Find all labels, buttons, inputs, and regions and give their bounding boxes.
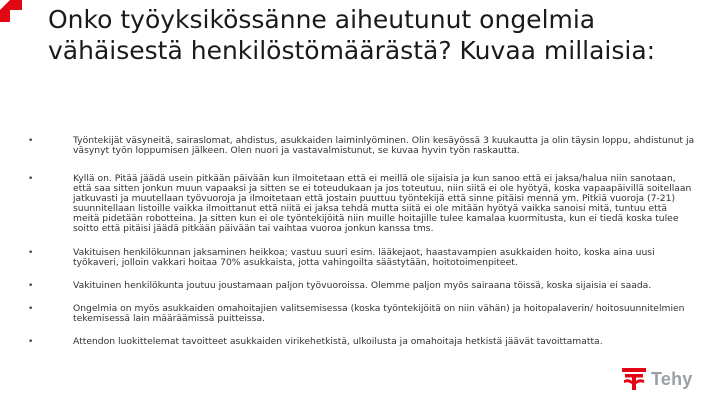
bullet-text: Vakituinen henkilökunta joutuu joustamaan paljon työvuoroissa. Olemme paljon myös sairaana töissä, koska sijaisia ei saada. bbox=[73, 280, 652, 291]
bullet-text: Ongelmia on myös asukkaiden omahoitajien valitsemisessa (koska työntekijöitä on niin vähän) ja hoitopalaverin/ hoitosuunnitelmien tekemisessä lain määräämissä puitteissa. bbox=[73, 303, 685, 324]
list-item bbox=[28, 337, 696, 347]
list-item bbox=[28, 174, 696, 234]
tehy-logo-icon bbox=[621, 366, 647, 392]
bullet-text: Kyllä on. Pitää jäädä usein pitkään päivään kun ilmoitetaan että ei meillä ole sijaisia ja kun sanoo että ei jaksa/halua niin sanotaan, että saa sitten jonkun muun vapaaksi ja sitten se ei toteudukaan ja jos toteutuu, niin siitä ei ole hyötyä, koska vapaapäivillä soitellaan jatkuvasti ja muutellaan työvuoroja ja ilmoitetaan että jostain puuttuu työntekijä että sinne pitäisi mennä ym. Pitkiä vuoroja (7-21) suunnitellaan listoille vaikka ilmoittanut että niitä ei jaksa tehdä mutta siitä ei ole mitään hyötyä vaikka sanoisi mitä, tuntuu että meitä pidetään robotteina. Ja sitten kun ei ole työntekijöitä niin muille hoitajille tulee kamalaa kuormitusta, kun ei tiedä koska tulee soitto että pitäisi jäädä pitkään päivään tai vaihtaa vuoroa jonkun kanssa tms. bbox=[73, 173, 692, 234]
logo-text: Tehy bbox=[651, 368, 693, 389]
list-item bbox=[28, 248, 696, 268]
tehy-logo bbox=[621, 364, 705, 394]
bullet-text: Työntekijät väsyneitä, sairaslomat, ahdistus, asukkaiden laiminlyöminen. Olin kesäyössä 3 kuukautta ja olin täysin loppu, ahdistunut ja väsynyt työn loppumisen jälkeen. Olen nuori ja vastavalmistunut, se kuvaa hyvin työn raskautta. bbox=[73, 135, 695, 156]
bullet-marker: • bbox=[28, 174, 34, 184]
slide-title: Onko työyksikössänne aiheutunut ongelmia vähäisestä henkilöstömäärästä? Kuvaa millaisia: bbox=[48, 5, 656, 65]
bullet-marker: • bbox=[28, 304, 34, 314]
bullet-marker: • bbox=[28, 281, 34, 291]
bullet-list bbox=[28, 136, 696, 356]
list-item bbox=[28, 304, 696, 324]
corner-bracket-icon bbox=[0, 0, 38, 38]
bullet-marker: • bbox=[28, 248, 34, 258]
list-item bbox=[28, 281, 696, 291]
bullet-text: Attendon luokittelemat tavoitteet asukkaiden virikehetkistä, ulkoilusta ja omahoitaja hetkistä jäävät tavoittamatta. bbox=[73, 336, 603, 347]
bullet-text: Vakituisen henkilökunnan jaksaminen heikkoa; vastuu suuri esim. lääkejaot, haastavampien asukkaiden hoito, koska aina uusi työkaveri, jolloin vakkari hoitaa 70% asukkaista, jotta vahingoilta säästytään, hoitotoimenpiteet. bbox=[73, 247, 655, 268]
bullet-marker: • bbox=[28, 337, 34, 347]
list-item bbox=[28, 136, 696, 156]
bullet-marker: • bbox=[28, 136, 34, 146]
